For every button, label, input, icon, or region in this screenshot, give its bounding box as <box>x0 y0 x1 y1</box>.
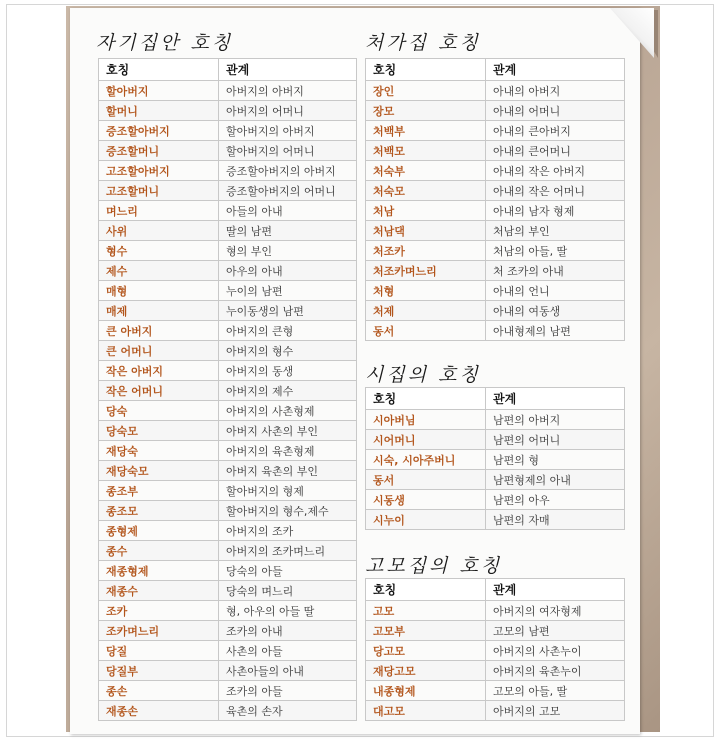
term-cell: 시아버님 <box>366 410 486 430</box>
table-row <box>366 181 625 201</box>
section-title-wife: 처가집 호칭 <box>365 32 481 54</box>
relation-cell: 아버지의 아버지 <box>219 81 357 101</box>
table-row <box>366 470 625 490</box>
table-row <box>99 461 357 481</box>
term-cell: 형수 <box>99 241 219 261</box>
term-cell: 처백모 <box>366 141 486 161</box>
section-title-husband: 시집의 호칭 <box>365 364 481 386</box>
header-relation: 관계 <box>486 388 625 410</box>
term-cell: 재종손 <box>99 701 219 721</box>
table-row <box>99 641 357 661</box>
term-cell: 고조할머니 <box>99 181 219 201</box>
relation-cell: 딸의 남편 <box>219 221 357 241</box>
table-row <box>99 181 357 201</box>
relation-cell: 아우의 아내 <box>219 261 357 281</box>
header-relation: 관계 <box>219 59 357 81</box>
table-row <box>366 430 625 450</box>
relation-cell: 남편의 자매 <box>486 510 625 530</box>
table-row <box>99 441 357 461</box>
relation-cell: 처 조카의 아내 <box>486 261 625 281</box>
relation-cell: 조카의 아내 <box>219 621 357 641</box>
relation-cell: 아내의 남자 형제 <box>486 201 625 221</box>
table-row <box>99 581 357 601</box>
table-row <box>366 121 625 141</box>
relation-cell: 할아버지의 형수,제수 <box>219 501 357 521</box>
relation-cell: 아내의 여동생 <box>486 301 625 321</box>
term-cell: 시동생 <box>366 490 486 510</box>
relation-cell: 아버지 사촌의 부인 <box>219 421 357 441</box>
table-row <box>366 601 625 621</box>
term-cell: 사위 <box>99 221 219 241</box>
term-cell: 할아버지 <box>99 81 219 101</box>
term-cell: 조카 <box>99 601 219 621</box>
relation-cell: 아내형제의 남편 <box>486 321 625 341</box>
table-row <box>99 121 357 141</box>
header-term: 호칭 <box>366 59 486 81</box>
relation-cell: 아내의 큰어머니 <box>486 141 625 161</box>
table-row <box>366 161 625 181</box>
term-cell: 조카며느리 <box>99 621 219 641</box>
term-cell: 고조할아버지 <box>99 161 219 181</box>
table-row <box>366 661 625 681</box>
table-husband <box>365 387 625 530</box>
table-row <box>99 541 357 561</box>
header-term: 호칭 <box>99 59 219 81</box>
table-header <box>366 59 625 81</box>
term-cell: 종형제 <box>99 521 219 541</box>
term-cell: 고모 <box>366 601 486 621</box>
relation-cell: 사촌아들의 아내 <box>219 661 357 681</box>
term-cell: 증조할머니 <box>99 141 219 161</box>
term-cell: 증조할아버지 <box>99 121 219 141</box>
table-row <box>99 201 357 221</box>
term-cell: 고모부 <box>366 621 486 641</box>
relation-cell: 사촌의 아들 <box>219 641 357 661</box>
term-cell: 당질 <box>99 641 219 661</box>
table-header <box>366 579 625 601</box>
header-term: 호칭 <box>366 579 486 601</box>
relation-cell: 아버지의 어머니 <box>219 101 357 121</box>
table-row <box>99 401 357 421</box>
table-row <box>99 221 357 241</box>
table-row <box>99 161 357 181</box>
table-row <box>99 701 357 721</box>
term-cell: 종조모 <box>99 501 219 521</box>
relation-cell: 조카의 아들 <box>219 681 357 701</box>
term-cell: 재당숙모 <box>99 461 219 481</box>
table-row <box>366 641 625 661</box>
term-cell: 당고모 <box>366 641 486 661</box>
relation-cell: 아내의 큰아버지 <box>486 121 625 141</box>
relation-cell: 누이의 남편 <box>219 281 357 301</box>
term-cell: 처숙모 <box>366 181 486 201</box>
relation-cell: 고모의 아들, 딸 <box>486 681 625 701</box>
relation-cell: 증조할아버지의 아버지 <box>219 161 357 181</box>
term-cell: 처조카 <box>366 241 486 261</box>
relation-cell: 아버지의 동생 <box>219 361 357 381</box>
term-cell: 처숙부 <box>366 161 486 181</box>
table-row <box>99 141 357 161</box>
table-row <box>99 81 357 101</box>
relation-cell: 형의 부인 <box>219 241 357 261</box>
section-title-aunt: 고모집의 호칭 <box>365 555 503 577</box>
relation-cell: 육촌의 손자 <box>219 701 357 721</box>
section-title-own: 자기집안 호칭 <box>96 32 234 54</box>
relation-cell: 할아버지의 형제 <box>219 481 357 501</box>
term-cell: 처제 <box>366 301 486 321</box>
term-cell: 처형 <box>366 281 486 301</box>
table-row <box>99 561 357 581</box>
term-cell: 시어머니 <box>366 430 486 450</box>
relation-cell: 처남의 부인 <box>486 221 625 241</box>
relation-cell: 아버지의 육촌누이 <box>486 661 625 681</box>
table-row <box>366 450 625 470</box>
relation-cell: 아내의 아버지 <box>486 81 625 101</box>
term-cell: 시누이 <box>366 510 486 530</box>
relation-cell: 아버지의 여자형제 <box>486 601 625 621</box>
table-row <box>99 321 357 341</box>
relation-cell: 아버지의 큰형 <box>219 321 357 341</box>
term-cell: 할머니 <box>99 101 219 121</box>
table-row <box>366 621 625 641</box>
term-cell: 동서 <box>366 321 486 341</box>
relation-cell: 아버지의 사촌형제 <box>219 401 357 421</box>
table-row <box>99 261 357 281</box>
table-row <box>366 321 625 341</box>
relation-cell: 아버지의 조카 <box>219 521 357 541</box>
table-row <box>99 421 357 441</box>
term-cell: 대고모 <box>366 701 486 721</box>
table-row <box>366 281 625 301</box>
table-row <box>366 101 625 121</box>
table-header <box>366 388 625 410</box>
relation-cell: 고모의 남편 <box>486 621 625 641</box>
relation-cell: 아내의 작은 아버지 <box>486 161 625 181</box>
term-cell: 처조카며느리 <box>366 261 486 281</box>
term-cell: 큰 어머니 <box>99 341 219 361</box>
relation-cell: 남편의 아버지 <box>486 410 625 430</box>
relation-cell: 아버지의 사촌누이 <box>486 641 625 661</box>
term-cell: 재종형제 <box>99 561 219 581</box>
table-row <box>366 201 625 221</box>
table-row <box>366 141 625 161</box>
relation-cell: 남편의 어머니 <box>486 430 625 450</box>
table-row <box>99 281 357 301</box>
table-row <box>366 681 625 701</box>
table-aunt <box>365 578 625 721</box>
term-cell: 재당숙 <box>99 441 219 461</box>
relation-cell: 할아버지의 어머니 <box>219 141 357 161</box>
table-wife <box>365 58 625 341</box>
term-cell: 제수 <box>99 261 219 281</box>
table-row <box>99 301 357 321</box>
table-header <box>99 59 357 81</box>
term-cell: 당질부 <box>99 661 219 681</box>
table-row <box>366 261 625 281</box>
table-row <box>99 341 357 361</box>
relation-cell: 아내의 작은 어머니 <box>486 181 625 201</box>
table-row <box>366 221 625 241</box>
relation-cell: 아내의 어머니 <box>486 101 625 121</box>
relation-cell: 할아버지의 아버지 <box>219 121 357 141</box>
table-row <box>366 510 625 530</box>
header-term: 호칭 <box>366 388 486 410</box>
term-cell: 큰 아버지 <box>99 321 219 341</box>
relation-cell: 남편형제의 아내 <box>486 470 625 490</box>
term-cell: 시숙, 시아주버니 <box>366 450 486 470</box>
term-cell: 매제 <box>99 301 219 321</box>
relation-cell: 누이동생의 남편 <box>219 301 357 321</box>
relation-cell: 아버지의 고모 <box>486 701 625 721</box>
table-row <box>99 621 357 641</box>
table-row <box>366 81 625 101</box>
term-cell: 처백부 <box>366 121 486 141</box>
table-row <box>99 501 357 521</box>
table-own <box>98 58 357 721</box>
table-row <box>99 521 357 541</box>
term-cell: 내종형제 <box>366 681 486 701</box>
term-cell: 종조부 <box>99 481 219 501</box>
table-row <box>99 481 357 501</box>
term-cell: 작은 어머니 <box>99 381 219 401</box>
table-row <box>366 490 625 510</box>
term-cell: 종손 <box>99 681 219 701</box>
table-row <box>99 361 357 381</box>
header-relation: 관계 <box>486 579 625 601</box>
relation-cell: 당숙의 며느리 <box>219 581 357 601</box>
table-row <box>366 241 625 261</box>
relation-cell: 아들의 아내 <box>219 201 357 221</box>
relation-cell: 형, 아우의 아들 딸 <box>219 601 357 621</box>
term-cell: 장모 <box>366 101 486 121</box>
table-row <box>366 701 625 721</box>
relation-cell: 남편의 아우 <box>486 490 625 510</box>
relation-cell: 아버지의 조카며느리 <box>219 541 357 561</box>
term-cell: 재종수 <box>99 581 219 601</box>
term-cell: 매형 <box>99 281 219 301</box>
term-cell: 며느리 <box>99 201 219 221</box>
term-cell: 처남 <box>366 201 486 221</box>
relation-cell: 아버지의 제수 <box>219 381 357 401</box>
term-cell: 동서 <box>366 470 486 490</box>
relation-cell: 남편의 형 <box>486 450 625 470</box>
term-cell: 처남댁 <box>366 221 486 241</box>
relation-cell: 아버지의 육촌형제 <box>219 441 357 461</box>
table-row <box>99 681 357 701</box>
relation-cell: 증조할아버지의 어머니 <box>219 181 357 201</box>
relation-cell: 아내의 언니 <box>486 281 625 301</box>
term-cell: 장인 <box>366 81 486 101</box>
header-relation: 관계 <box>486 59 625 81</box>
term-cell: 작은 아버지 <box>99 361 219 381</box>
table-row <box>99 101 357 121</box>
relation-cell: 아버지 육촌의 부인 <box>219 461 357 481</box>
relation-cell: 처남의 아들, 딸 <box>486 241 625 261</box>
table-row <box>366 410 625 430</box>
relation-cell: 당숙의 아들 <box>219 561 357 581</box>
term-cell: 재당고모 <box>366 661 486 681</box>
table-row <box>99 661 357 681</box>
table-row <box>99 381 357 401</box>
term-cell: 당숙모 <box>99 421 219 441</box>
term-cell: 당숙 <box>99 401 219 421</box>
table-row <box>99 241 357 261</box>
table-row <box>99 601 357 621</box>
term-cell: 종수 <box>99 541 219 561</box>
relation-cell: 아버지의 형수 <box>219 341 357 361</box>
table-row <box>366 301 625 321</box>
